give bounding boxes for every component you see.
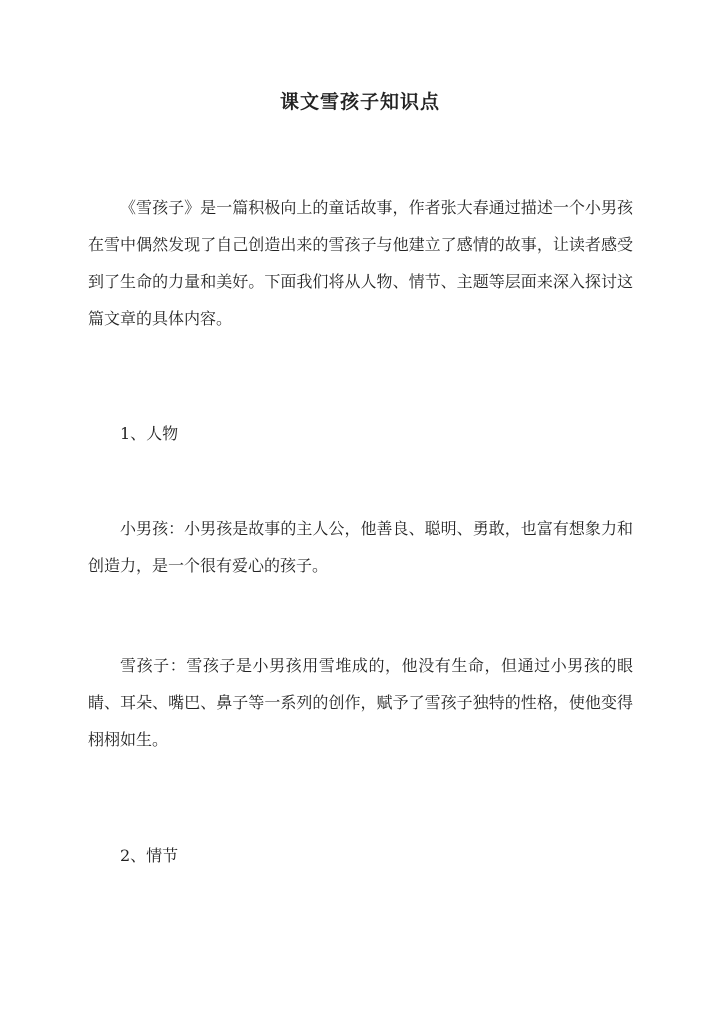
section-heading-characters: 1、人物 xyxy=(120,424,179,443)
character-boy-paragraph: 小男孩：小男孩是故事的主人公，他善良、聪明、勇敢，也富有想象力和创造力，是一个很有爱心的孩子。 xyxy=(88,519,633,575)
section-heading-plot: 2、情节 xyxy=(120,846,179,865)
character-snowchild-paragraph: 雪孩子：雪孩子是小男孩用雪堆成的，他没有生命，但通过小男孩的眼睛、耳朵、嘴巴、鼻子等一系列的创作，赋予了雪孩子独特的性格，使他变得栩栩如生。 xyxy=(88,656,633,749)
document-title: 课文雪孩子知识点 xyxy=(279,91,440,113)
intro-paragraph: 《雪孩子》是一篇积极向上的童话故事，作者张大春通过描述一个小男孩在雪中偶然发现了自己创造出来的雪孩子与他建立了感情的故事，让读者感受到了生命的力量和美好。下面我们将从人物、情节、主题等层面来深入探讨这篇文章的具体内容。 xyxy=(88,198,633,328)
